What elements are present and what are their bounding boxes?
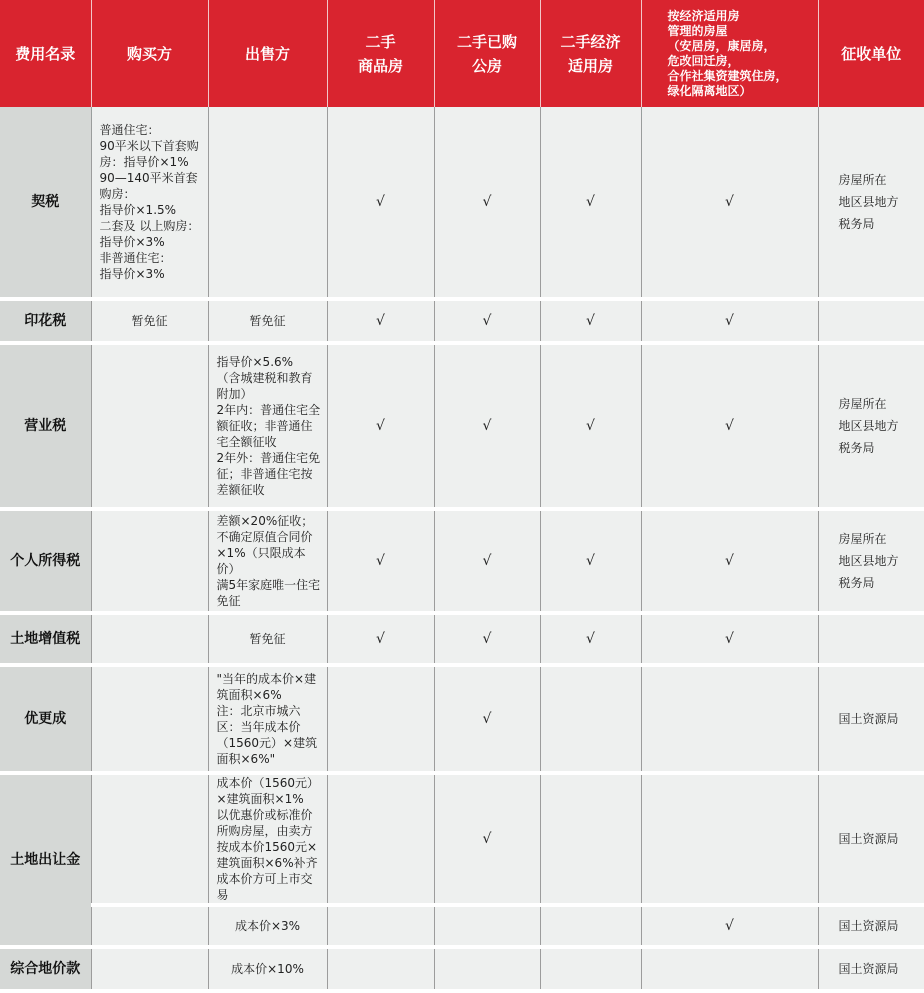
empty-cell <box>434 947 540 991</box>
buyer-cell <box>91 343 208 509</box>
table-row <box>0 299 924 343</box>
fee-name: 契税 <box>0 107 91 299</box>
fee-name: 土地出让金 <box>0 773 91 947</box>
tick-mark: √ <box>434 613 540 665</box>
header-fee-name: 费用名录 <box>0 0 91 107</box>
tick-mark: √ <box>641 107 818 299</box>
authority-cell: 国土资源局 <box>818 665 924 773</box>
table-row <box>0 509 924 613</box>
seller-cell: "当年的成本价×建筑面积×6% 注：北京市城六区：当年成本价（1560元）×建筑面积×6%" <box>208 665 327 773</box>
tick-mark: √ <box>434 509 540 613</box>
tick-mark: √ <box>434 343 540 509</box>
tick-mark: √ <box>641 299 818 343</box>
empty-cell <box>327 773 434 905</box>
tick-mark: √ <box>327 509 434 613</box>
authority-cell: 国土资源局 <box>818 773 924 905</box>
tick-mark: √ <box>327 107 434 299</box>
authority-cell: 国土资源局 <box>818 905 924 947</box>
empty-cell <box>434 905 540 947</box>
empty-cell <box>641 773 818 905</box>
table-row <box>0 343 924 509</box>
tick-mark: √ <box>540 613 641 665</box>
buyer-cell <box>91 947 208 991</box>
header-row <box>0 0 924 107</box>
header-seller: 出售方 <box>208 0 327 107</box>
tick-mark: √ <box>434 665 540 773</box>
authority-cell: 国土资源局 <box>818 947 924 991</box>
tick-mark: √ <box>641 905 818 947</box>
table-row <box>0 773 924 905</box>
seller-cell: 指导价×5.6% （含城建税和教育附加） 2年内：普通住宅全额征收；非普通住宅全额征收 2年外：普通住宅免征；非普通住宅按差额征收 <box>208 343 327 509</box>
authority-cell <box>818 613 924 665</box>
authority-cell <box>818 299 924 343</box>
buyer-cell <box>91 509 208 613</box>
empty-cell <box>327 947 434 991</box>
table-row <box>0 905 924 947</box>
empty-cell <box>540 665 641 773</box>
empty-cell <box>540 947 641 991</box>
fee-name: 营业税 <box>0 343 91 509</box>
fee-name: 优更成 <box>0 665 91 773</box>
table-row <box>0 665 924 773</box>
fee-name: 个人所得税 <box>0 509 91 613</box>
seller-cell: 暂免征 <box>208 613 327 665</box>
tick-mark: √ <box>641 613 818 665</box>
buyer-cell <box>91 773 208 905</box>
tick-mark: √ <box>327 613 434 665</box>
empty-cell <box>540 773 641 905</box>
table-row <box>0 613 924 665</box>
tick-mark: √ <box>641 509 818 613</box>
table-row <box>0 107 924 299</box>
authority-cell: 房屋所在 地区县地方 税务局 <box>818 107 924 299</box>
tick-mark: √ <box>434 773 540 905</box>
seller-cell: 差额×20%征收； 不确定原值合同价×1%（只限成本价） 满5年家庭唯一住宅免征 <box>208 509 327 613</box>
tick-mark: √ <box>434 299 540 343</box>
buyer-cell <box>91 613 208 665</box>
tick-mark: √ <box>327 343 434 509</box>
header-second-hand-commercial: 二手 商品房 <box>327 0 434 107</box>
authority-cell: 房屋所在 地区县地方 税务局 <box>818 343 924 509</box>
fee-name: 综合地价款 <box>0 947 91 991</box>
table-row <box>0 947 924 991</box>
tick-mark: √ <box>641 343 818 509</box>
authority-cell: 房屋所在 地区县地方 税务局 <box>818 509 924 613</box>
buyer-cell: 暂免征 <box>91 299 208 343</box>
fee-name: 土地增值税 <box>0 613 91 665</box>
tick-mark: √ <box>434 107 540 299</box>
empty-cell <box>641 947 818 991</box>
tick-mark: √ <box>540 343 641 509</box>
buyer-cell <box>91 665 208 773</box>
tick-mark: √ <box>540 107 641 299</box>
seller-cell: 成本价（1560元）×建筑面积×1% 以优惠价或标准价所购房屋，由卖方按成本价1560元×建筑面积×6%补齐成本价方可上市交易 <box>208 773 327 905</box>
header-second-hand-public: 二手已购 公房 <box>434 0 540 107</box>
tick-mark: √ <box>540 509 641 613</box>
empty-cell <box>327 665 434 773</box>
header-managed-housing: 按经济适用房 管理的房屋 （安居房，康居房， 危改回迁房， 合作社集资建筑住房， 绿化隔离地区） <box>641 0 818 107</box>
seller-cell: 成本价×10% <box>208 947 327 991</box>
buyer-cell: 普通住宅： 90平米以下首套购房：指导价×1% 90—140平米首套购房： 指导价×1.5% 二套及 以上购房： 指导价×3% 非普通住宅： 指导价×3% <box>91 107 208 299</box>
empty-cell <box>327 905 434 947</box>
seller-cell <box>208 107 327 299</box>
seller-cell: 暂免征 <box>208 299 327 343</box>
empty-cell <box>540 905 641 947</box>
empty-cell <box>641 665 818 773</box>
header-buyer: 购买方 <box>91 0 208 107</box>
header-second-hand-affordable: 二手经济 适用房 <box>540 0 641 107</box>
seller-cell: 成本价×3% <box>208 905 327 947</box>
tick-mark: √ <box>327 299 434 343</box>
fee-name: 印花税 <box>0 299 91 343</box>
tick-mark: √ <box>540 299 641 343</box>
header-authority: 征收单位 <box>818 0 924 107</box>
buyer-cell <box>91 905 208 947</box>
